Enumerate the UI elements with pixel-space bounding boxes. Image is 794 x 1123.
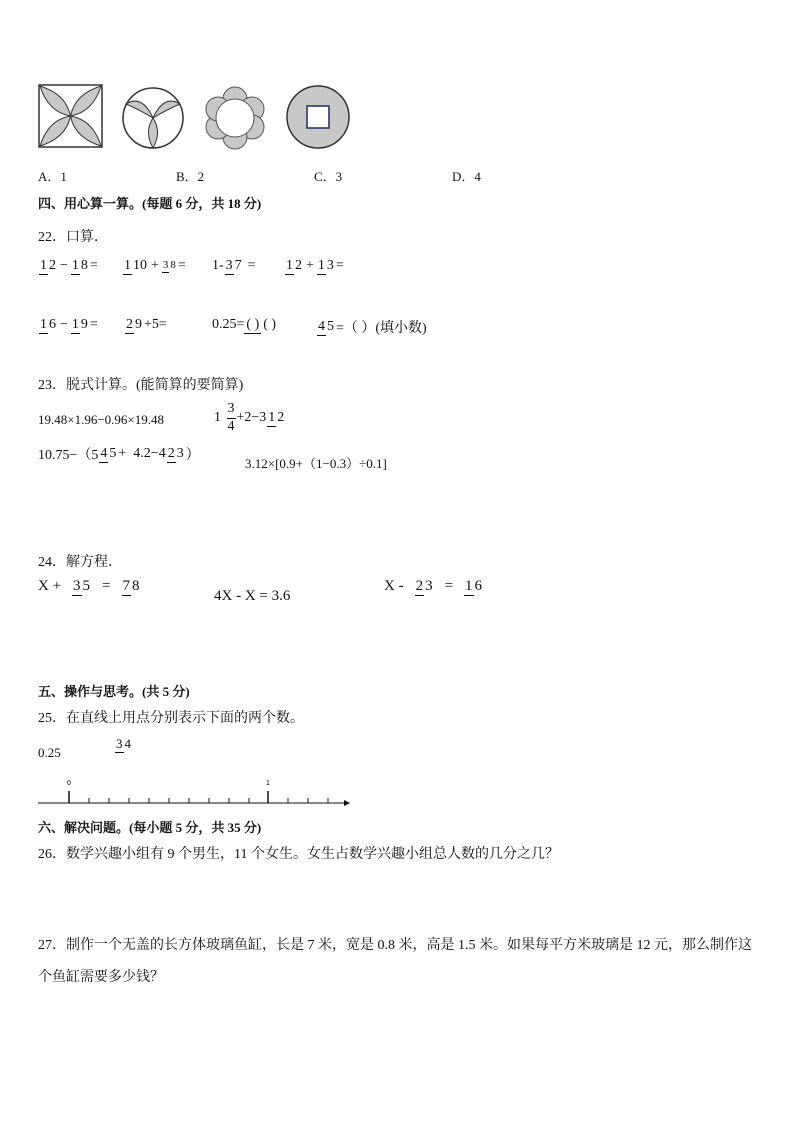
q22-row1-expr4: 1 2 + 1 3 = <box>286 257 344 273</box>
number-line[interactable] <box>36 774 354 808</box>
q24-eq1: X + 3 5 = 7 8 <box>38 577 140 594</box>
q25-title: 25．在直线上用点分别表示下面的两个数。 <box>38 711 304 726</box>
q25-number-2: 3 4 <box>116 736 131 751</box>
q24-eq2: 4X - X = 3.6 <box>214 588 291 604</box>
q22-row1-expr1: 1 2 − 1 8 = <box>40 257 98 273</box>
q22-row2-expr4: 4 5 =（ ）(填小数) <box>318 318 427 336</box>
q23-expr2: 1 $\frac{3}{4}$ +2−3 1 2 <box>214 401 285 434</box>
choice-d[interactable]: D．4 <box>452 169 481 184</box>
answer-blank-denominator[interactable]: ( ) <box>263 317 277 333</box>
q22-row1-expr2: 1 10 + 3 8 = <box>124 257 186 273</box>
answer-blank-decimal[interactable]: =（ ）(填小数) <box>336 321 427 336</box>
choice-b[interactable]: B．2 <box>176 169 205 184</box>
q22-row2-expr3: 0.25= ( ) ( ) <box>212 317 277 333</box>
q23-expr4: 3.12×[0.9+（1−0.3）÷0.1] <box>245 456 387 471</box>
q26-text: 26．数学兴趣小组有 9 个男生，11 个女生。女生占数学兴趣小组总人数的几分之几？ <box>38 847 559 862</box>
section-4-heading: 四、用心算一算。(每题 6 分，共 18 分) <box>38 196 262 211</box>
tick-label-0: 0 <box>67 780 71 787</box>
q25-number-1: 0.25 <box>38 745 61 760</box>
q22-row2-expr1: 1 6 − 1 9 = <box>40 316 98 332</box>
figure-circle-petals <box>120 86 186 150</box>
q22-row2-expr2: 2 9 +5= <box>126 316 167 332</box>
figure-square-petals <box>38 84 104 148</box>
q22-title: 22．口算． <box>38 230 108 245</box>
q27-line-2: 个鱼缸需要多少钱？ <box>38 970 164 985</box>
q27-line-1: 27．制作一个无盖的长方体玻璃鱼缸，长是 7 米，宽是 0.8 米，高是 1.5 米。如果每平方米玻璃是 12 元，那么制作这 <box>38 938 752 953</box>
q23-expr1: 19.48×1.96−0.96×19.48 <box>38 412 164 427</box>
figure-coin <box>285 84 351 150</box>
answer-blank-numerator[interactable]: ( ) <box>246 317 260 333</box>
tick-label-1: 1 <box>266 780 270 787</box>
q24-title: 24．解方程． <box>38 555 122 570</box>
q24-eq3: X - 2 3 = 1 6 <box>384 577 483 594</box>
q22-row1-expr3: 1- 3 7 = <box>212 257 256 273</box>
choice-a[interactable]: A．1 <box>38 169 67 184</box>
q23-expr3: 10.75−（5 4 5 + 4.2−4 2 3 ） <box>38 445 200 463</box>
figure-flower <box>202 86 268 150</box>
choice-c[interactable]: C．3 <box>314 169 343 184</box>
section-6-heading: 六、解决问题。(每小题 5 分，共 35 分) <box>38 820 262 835</box>
q23-title: 23．脱式计算。(能简算的要简算) <box>38 378 244 393</box>
section-5-heading: 五、操作与思考。(共 5 分) <box>38 684 190 699</box>
